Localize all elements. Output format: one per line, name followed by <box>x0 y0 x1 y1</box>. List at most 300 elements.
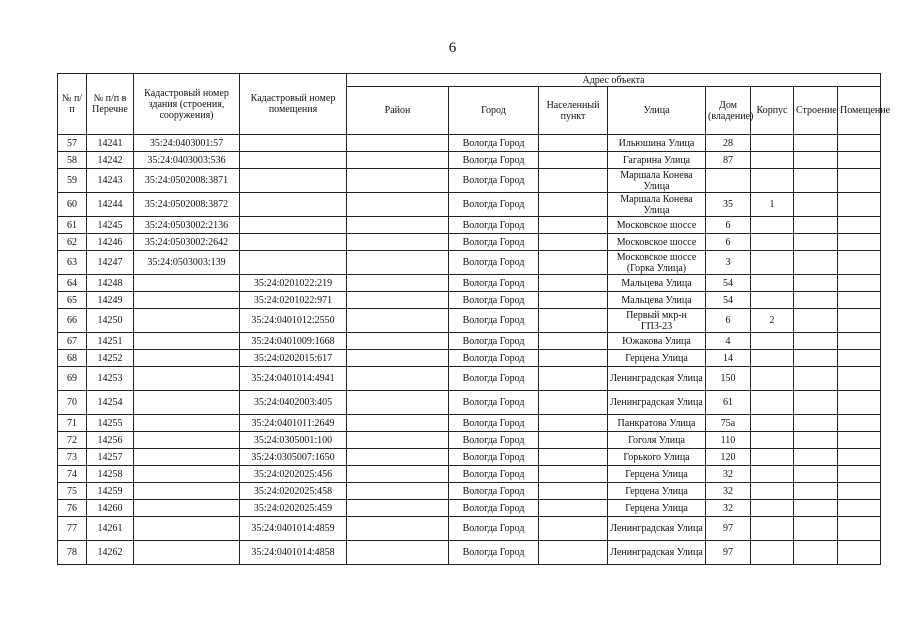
cell-premises-cadastral: 35:24:0305001:100 <box>240 432 347 449</box>
cell-list-num: 14260 <box>87 500 134 517</box>
cell-premises-cadastral <box>240 193 347 217</box>
cell-premises-cadastral: 35:24:0401011:2649 <box>240 415 347 432</box>
cell-pomeshchenie <box>838 449 881 466</box>
cell-premises-cadastral: 35:24:0202015:617 <box>240 350 347 367</box>
cell-korpus <box>751 517 794 541</box>
table-row <box>58 135 881 152</box>
table-row <box>58 517 881 541</box>
cell-premises-cadastral: 35:24:0305007:1650 <box>240 449 347 466</box>
property-registry-table <box>57 73 891 565</box>
table-row <box>58 333 881 350</box>
header-city: Город <box>449 87 539 135</box>
cell-district <box>347 483 449 500</box>
cell-street: Герцена Улица <box>608 500 706 517</box>
cell-building-cadastral <box>134 391 240 415</box>
cell-list-num: 14242 <box>87 152 134 169</box>
cell-settlement <box>539 517 608 541</box>
cell-num: 59 <box>58 169 87 193</box>
cell-list-num: 14258 <box>87 466 134 483</box>
cell-district <box>347 449 449 466</box>
table-row <box>58 432 881 449</box>
cell-street: Ленинградская Улица <box>608 541 706 565</box>
cell-city: Вологда Город <box>449 541 539 565</box>
cell-house: 150 <box>706 367 751 391</box>
cell-street: Московское шоссе <box>608 217 706 234</box>
cell-list-num: 14246 <box>87 234 134 251</box>
cell-list-num: 14256 <box>87 432 134 449</box>
cell-pomeshchenie <box>838 466 881 483</box>
cell-settlement <box>539 234 608 251</box>
cell-district <box>347 152 449 169</box>
table-row <box>58 483 881 500</box>
cell-pomeshchenie <box>838 333 881 350</box>
cell-house: 3 <box>706 251 751 275</box>
cell-num: 78 <box>58 541 87 565</box>
cell-city: Вологда Город <box>449 193 539 217</box>
cell-street: Гагарина Улица <box>608 152 706 169</box>
cell-house: 6 <box>706 234 751 251</box>
cell-pomeshchenie <box>838 135 881 152</box>
cell-stroenie <box>794 217 838 234</box>
table-row <box>58 500 881 517</box>
cell-pomeshchenie <box>838 500 881 517</box>
cell-house: 75а <box>706 415 751 432</box>
cell-district <box>347 169 449 193</box>
cell-stroenie <box>794 517 838 541</box>
cell-korpus <box>751 292 794 309</box>
cell-num: 77 <box>58 517 87 541</box>
cell-korpus <box>751 500 794 517</box>
cell-building-cadastral: 35:24:0503003:139 <box>134 251 240 275</box>
cell-street: Герцена Улица <box>608 483 706 500</box>
cell-pomeshchenie <box>838 541 881 565</box>
cell-settlement <box>539 483 608 500</box>
header-pomeshchenie: Помещение <box>838 87 881 135</box>
table-row <box>58 541 881 565</box>
table-row <box>58 234 881 251</box>
cell-street: Южакова Улица <box>608 333 706 350</box>
cell-korpus <box>751 152 794 169</box>
cell-num: 71 <box>58 415 87 432</box>
cell-building-cadastral <box>134 367 240 391</box>
cell-stroenie <box>794 309 838 333</box>
cell-city: Вологда Город <box>449 391 539 415</box>
cell-district <box>347 466 449 483</box>
cell-district <box>347 500 449 517</box>
cell-stroenie <box>794 169 838 193</box>
cell-street: Гоголя Улица <box>608 432 706 449</box>
table-row <box>58 275 881 292</box>
cell-city: Вологда Город <box>449 292 539 309</box>
cell-street: Панкратова Улица <box>608 415 706 432</box>
cell-city: Вологда Город <box>449 152 539 169</box>
cell-district <box>347 309 449 333</box>
cell-list-num: 14257 <box>87 449 134 466</box>
header-row-top <box>58 74 881 87</box>
cell-building-cadastral <box>134 449 240 466</box>
cell-pomeshchenie <box>838 169 881 193</box>
cell-street: Горького Улица <box>608 449 706 466</box>
cell-city: Вологда Город <box>449 483 539 500</box>
cell-num: 63 <box>58 251 87 275</box>
cell-district <box>347 517 449 541</box>
cell-stroenie <box>794 391 838 415</box>
cell-district <box>347 415 449 432</box>
cell-korpus <box>751 333 794 350</box>
cell-city: Вологда Город <box>449 135 539 152</box>
cell-district <box>347 541 449 565</box>
cell-house: 4 <box>706 333 751 350</box>
cell-settlement <box>539 466 608 483</box>
cell-num: 66 <box>58 309 87 333</box>
cell-settlement <box>539 292 608 309</box>
cell-house: 97 <box>706 541 751 565</box>
cell-pomeshchenie <box>838 367 881 391</box>
cell-district <box>347 251 449 275</box>
table-row <box>58 466 881 483</box>
cell-district <box>347 234 449 251</box>
cell-building-cadastral <box>134 432 240 449</box>
cell-city: Вологда Город <box>449 217 539 234</box>
cell-stroenie <box>794 152 838 169</box>
cell-building-cadastral <box>134 466 240 483</box>
cell-korpus <box>751 251 794 275</box>
cell-house: 6 <box>706 217 751 234</box>
cell-list-num: 14243 <box>87 169 134 193</box>
cell-korpus <box>751 432 794 449</box>
cell-district <box>347 350 449 367</box>
cell-pomeshchenie <box>838 415 881 432</box>
cell-house: 32 <box>706 466 751 483</box>
header-building-cadastral: Кадастровый номер здания (строения, сооружения) <box>134 74 240 135</box>
cell-city: Вологда Город <box>449 432 539 449</box>
cell-num: 75 <box>58 483 87 500</box>
cell-pomeshchenie <box>838 350 881 367</box>
cell-pomeshchenie <box>838 152 881 169</box>
cell-num: 76 <box>58 500 87 517</box>
cell-num: 74 <box>58 466 87 483</box>
cell-premises-cadastral: 35:24:0401014:4941 <box>240 367 347 391</box>
cell-list-num: 14249 <box>87 292 134 309</box>
cell-street: Маршала Конева Улица <box>608 169 706 193</box>
cell-list-num: 14248 <box>87 275 134 292</box>
cell-korpus <box>751 541 794 565</box>
cell-street: Герцена Улица <box>608 466 706 483</box>
cell-list-num: 14247 <box>87 251 134 275</box>
cell-list-num: 14244 <box>87 193 134 217</box>
cell-list-num: 14261 <box>87 517 134 541</box>
cell-korpus <box>751 217 794 234</box>
cell-street: Московское шоссе (Горка Улица) <box>608 251 706 275</box>
cell-korpus: 2 <box>751 309 794 333</box>
cell-building-cadastral <box>134 292 240 309</box>
table-row <box>58 292 881 309</box>
header-num: № п/п <box>58 74 87 135</box>
cell-num: 65 <box>58 292 87 309</box>
cell-settlement <box>539 500 608 517</box>
cell-premises-cadastral: 35:24:0202025:458 <box>240 483 347 500</box>
cell-list-num: 14262 <box>87 541 134 565</box>
cell-pomeshchenie <box>838 292 881 309</box>
cell-district <box>347 292 449 309</box>
cell-korpus <box>751 449 794 466</box>
cell-house: 6 <box>706 309 751 333</box>
cell-settlement <box>539 217 608 234</box>
cell-street: Первый мкр-н ГПЗ-23 <box>608 309 706 333</box>
cell-num: 62 <box>58 234 87 251</box>
cell-premises-cadastral: 35:24:0401009:1668 <box>240 333 347 350</box>
cell-premises-cadastral <box>240 234 347 251</box>
cell-house: 97 <box>706 517 751 541</box>
cell-stroenie <box>794 251 838 275</box>
cell-city: Вологда Город <box>449 415 539 432</box>
cell-settlement <box>539 415 608 432</box>
cell-stroenie <box>794 449 838 466</box>
cell-house: 110 <box>706 432 751 449</box>
cell-num: 58 <box>58 152 87 169</box>
cell-city: Вологда Город <box>449 333 539 350</box>
cell-street: Герцена Улица <box>608 350 706 367</box>
header-list-num: № п/п в Перечне <box>87 74 134 135</box>
cell-house: 14 <box>706 350 751 367</box>
cell-city: Вологда Город <box>449 449 539 466</box>
cell-stroenie <box>794 292 838 309</box>
table-row <box>58 193 881 217</box>
cell-stroenie <box>794 466 838 483</box>
cell-city: Вологда Город <box>449 350 539 367</box>
cell-num: 60 <box>58 193 87 217</box>
cell-korpus <box>751 169 794 193</box>
header-korpus: Корпус <box>751 87 794 135</box>
cell-stroenie <box>794 135 838 152</box>
cell-house: 35 <box>706 193 751 217</box>
cell-list-num: 14245 <box>87 217 134 234</box>
cell-city: Вологда Город <box>449 275 539 292</box>
cell-num: 57 <box>58 135 87 152</box>
page-number: 6 <box>448 40 457 56</box>
table-row <box>58 367 881 391</box>
cell-street: Ильюшина Улица <box>608 135 706 152</box>
cell-list-num: 14259 <box>87 483 134 500</box>
cell-district <box>347 193 449 217</box>
header-house: Дом (владение) <box>706 87 751 135</box>
cell-city: Вологда Город <box>449 517 539 541</box>
cell-city: Вологда Город <box>449 251 539 275</box>
cell-street: Мальцева Улица <box>608 292 706 309</box>
table-row <box>58 449 881 466</box>
cell-num: 69 <box>58 367 87 391</box>
table-row <box>58 251 881 275</box>
cell-district <box>347 275 449 292</box>
cell-stroenie <box>794 415 838 432</box>
cell-settlement <box>539 169 608 193</box>
cell-pomeshchenie <box>838 217 881 234</box>
cell-korpus <box>751 234 794 251</box>
cell-korpus <box>751 367 794 391</box>
cell-city: Вологда Город <box>449 500 539 517</box>
cell-list-num: 14241 <box>87 135 134 152</box>
cell-settlement <box>539 391 608 415</box>
cell-building-cadastral <box>134 500 240 517</box>
cell-stroenie <box>794 432 838 449</box>
cell-settlement <box>539 275 608 292</box>
cell-street: Московское шоссе <box>608 234 706 251</box>
cell-premises-cadastral: 35:24:0401012:2550 <box>240 309 347 333</box>
cell-building-cadastral <box>134 483 240 500</box>
cell-street: Ленинградская Улица <box>608 391 706 415</box>
cell-street: Мальцева Улица <box>608 275 706 292</box>
cell-district <box>347 135 449 152</box>
table-row <box>58 217 881 234</box>
cell-building-cadastral <box>134 541 240 565</box>
cell-stroenie <box>794 500 838 517</box>
cell-stroenie <box>794 193 838 217</box>
cell-building-cadastral: 35:24:0403003:536 <box>134 152 240 169</box>
cell-house: 54 <box>706 275 751 292</box>
cell-korpus <box>751 415 794 432</box>
cell-settlement <box>539 193 608 217</box>
cell-stroenie <box>794 541 838 565</box>
cell-korpus <box>751 466 794 483</box>
cell-premises-cadastral <box>240 152 347 169</box>
cell-premises-cadastral: 35:24:0401014:4858 <box>240 541 347 565</box>
cell-city: Вологда Город <box>449 169 539 193</box>
cell-pomeshchenie <box>838 391 881 415</box>
header-address-group: Адрес объекта <box>347 74 881 87</box>
cell-building-cadastral <box>134 309 240 333</box>
cell-num: 72 <box>58 432 87 449</box>
cell-list-num: 14254 <box>87 391 134 415</box>
cell-num: 61 <box>58 217 87 234</box>
header-premises-cadastral: Кадастровый номер помещения <box>240 74 347 135</box>
cell-premises-cadastral <box>240 135 347 152</box>
cell-building-cadastral <box>134 415 240 432</box>
cell-pomeshchenie <box>838 193 881 217</box>
cell-stroenie <box>794 483 838 500</box>
cell-city: Вологда Город <box>449 309 539 333</box>
cell-building-cadastral <box>134 275 240 292</box>
table-row <box>58 169 881 193</box>
cell-premises-cadastral: 35:24:0202025:459 <box>240 500 347 517</box>
cell-street: Ленинградская Улица <box>608 517 706 541</box>
cell-premises-cadastral <box>240 251 347 275</box>
table-row <box>58 391 881 415</box>
cell-settlement <box>539 333 608 350</box>
cell-pomeshchenie <box>838 517 881 541</box>
cell-num: 67 <box>58 333 87 350</box>
cell-premises-cadastral: 35:24:0202025:456 <box>240 466 347 483</box>
table-row <box>58 350 881 367</box>
cell-num: 70 <box>58 391 87 415</box>
header-district: Район <box>347 87 449 135</box>
cell-settlement <box>539 152 608 169</box>
cell-korpus: 1 <box>751 193 794 217</box>
cell-building-cadastral: 35:24:0502008:3872 <box>134 193 240 217</box>
cell-pomeshchenie <box>838 275 881 292</box>
cell-house: 54 <box>706 292 751 309</box>
cell-korpus <box>751 135 794 152</box>
cell-building-cadastral <box>134 517 240 541</box>
cell-korpus <box>751 275 794 292</box>
cell-premises-cadastral: 35:24:0402003:405 <box>240 391 347 415</box>
cell-building-cadastral: 35:24:0503002:2136 <box>134 217 240 234</box>
cell-district <box>347 333 449 350</box>
cell-settlement <box>539 135 608 152</box>
cell-street: Маршала Конева Улица <box>608 193 706 217</box>
cell-premises-cadastral: 35:24:0401014:4859 <box>240 517 347 541</box>
cell-house <box>706 169 751 193</box>
cell-korpus <box>751 483 794 500</box>
cell-num: 64 <box>58 275 87 292</box>
header-street: Улица <box>608 87 706 135</box>
cell-pomeshchenie <box>838 432 881 449</box>
cell-list-num: 14252 <box>87 350 134 367</box>
cell-premises-cadastral <box>240 217 347 234</box>
cell-num: 73 <box>58 449 87 466</box>
cell-house: 32 <box>706 500 751 517</box>
cell-pomeshchenie <box>838 309 881 333</box>
cell-korpus <box>751 350 794 367</box>
cell-list-num: 14250 <box>87 309 134 333</box>
cell-settlement <box>539 309 608 333</box>
cell-list-num: 14255 <box>87 415 134 432</box>
cell-settlement <box>539 350 608 367</box>
cell-district <box>347 391 449 415</box>
cell-premises-cadastral: 35:24:0201022:971 <box>240 292 347 309</box>
cell-building-cadastral <box>134 350 240 367</box>
cell-house: 28 <box>706 135 751 152</box>
cell-premises-cadastral <box>240 169 347 193</box>
cell-house: 32 <box>706 483 751 500</box>
cell-stroenie <box>794 350 838 367</box>
cell-house: 87 <box>706 152 751 169</box>
cell-city: Вологда Город <box>449 367 539 391</box>
cell-house: 120 <box>706 449 751 466</box>
cell-num: 68 <box>58 350 87 367</box>
cell-stroenie <box>794 275 838 292</box>
cell-district <box>347 217 449 234</box>
cell-list-num: 14251 <box>87 333 134 350</box>
cell-list-num: 14253 <box>87 367 134 391</box>
cell-pomeshchenie <box>838 251 881 275</box>
cell-stroenie <box>794 367 838 391</box>
table-row <box>58 309 881 333</box>
table-row <box>58 415 881 432</box>
header-settlement: Населенный пункт <box>539 87 608 135</box>
cell-pomeshchenie <box>838 234 881 251</box>
header-stroenie: Строение <box>794 87 838 135</box>
cell-building-cadastral: 35:24:0503002:2642 <box>134 234 240 251</box>
cell-district <box>347 367 449 391</box>
cell-settlement <box>539 251 608 275</box>
cell-house: 61 <box>706 391 751 415</box>
cell-stroenie <box>794 234 838 251</box>
cell-settlement <box>539 432 608 449</box>
cell-building-cadastral <box>134 333 240 350</box>
table-row <box>58 152 881 169</box>
cell-building-cadastral: 35:24:0403001:57 <box>134 135 240 152</box>
cell-city: Вологда Город <box>449 234 539 251</box>
cell-settlement <box>539 449 608 466</box>
cell-settlement <box>539 541 608 565</box>
cell-pomeshchenie <box>838 483 881 500</box>
cell-korpus <box>751 391 794 415</box>
cell-stroenie <box>794 333 838 350</box>
cell-settlement <box>539 367 608 391</box>
cell-building-cadastral: 35:24:0502008:3871 <box>134 169 240 193</box>
cell-city: Вологда Город <box>449 466 539 483</box>
cell-premises-cadastral: 35:24:0201022:219 <box>240 275 347 292</box>
